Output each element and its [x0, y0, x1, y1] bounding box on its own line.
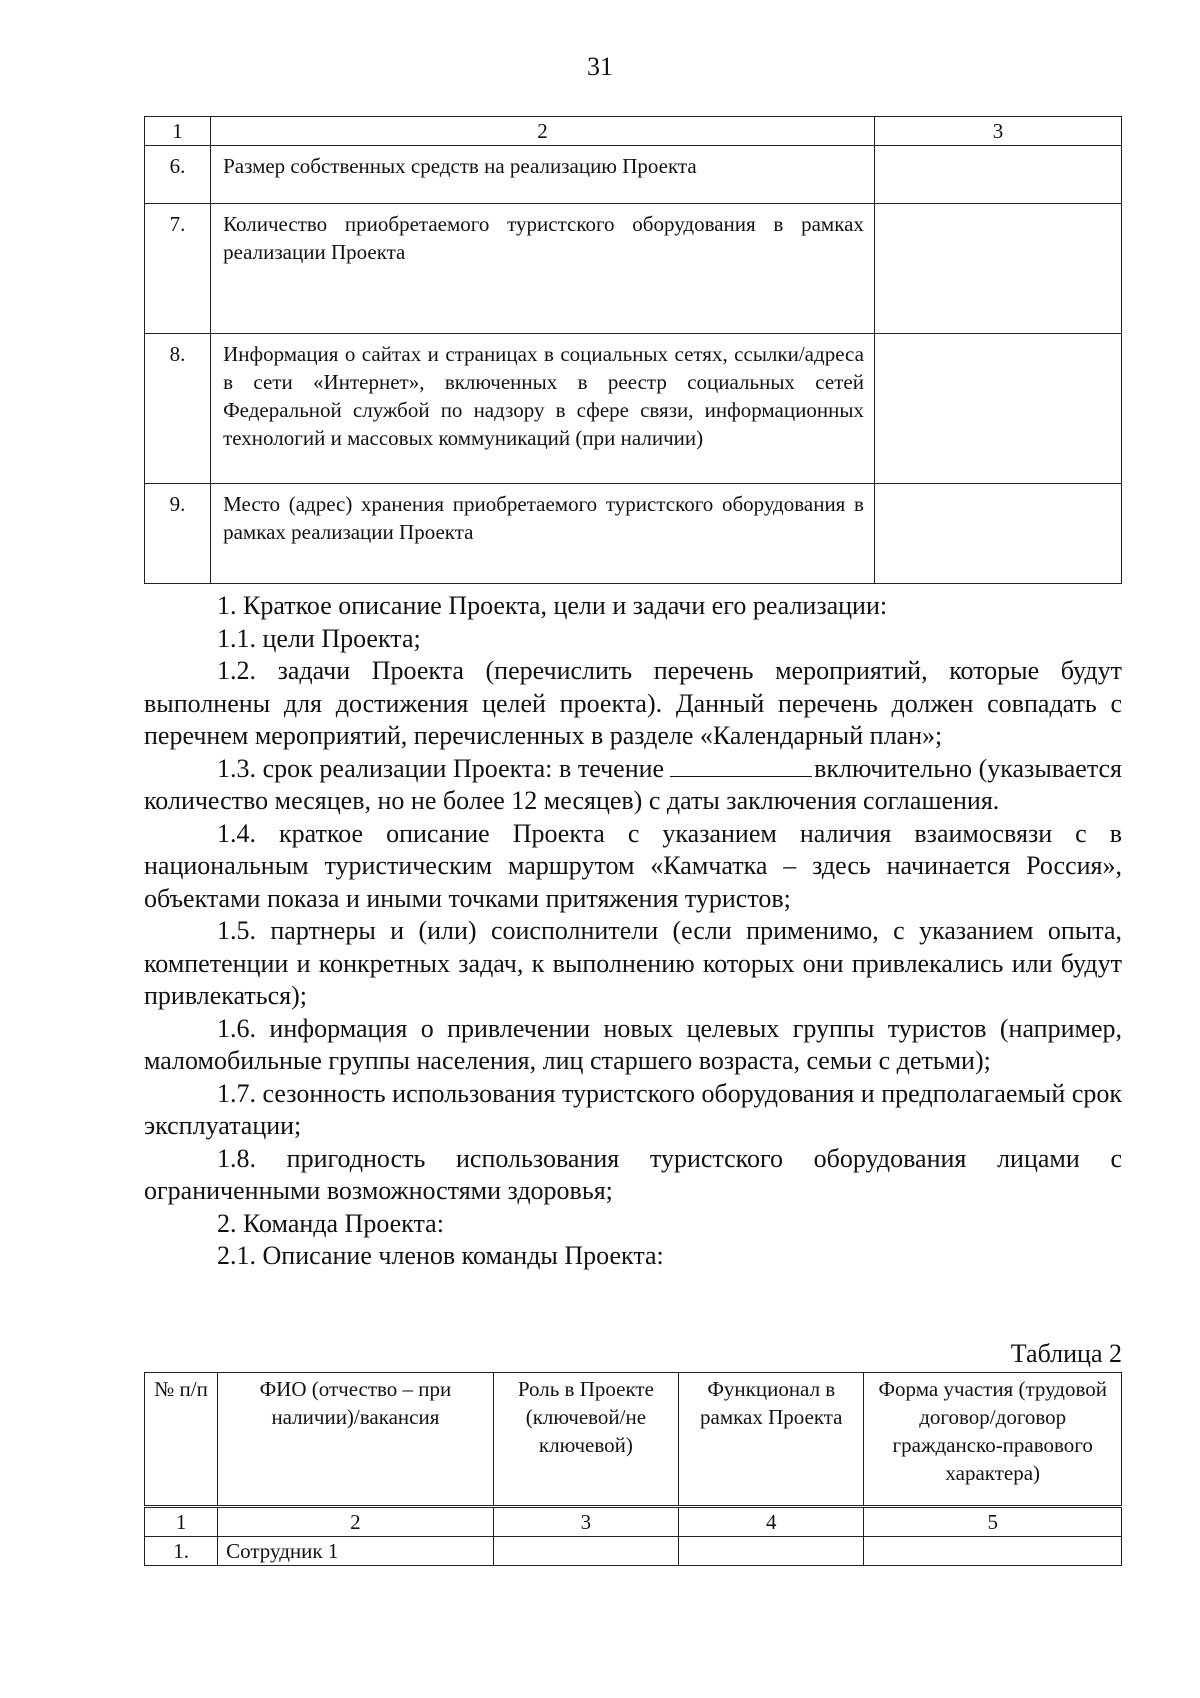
section-1-6: 1.6. информация о привлечении новых целевых группы туристов (например, маломобильные группы населения, лиц старшего возраста, семьи с детьми); [144, 1013, 1122, 1075]
section-1-3-start: 1.3. срок реализации Проекта: в течение [217, 753, 665, 783]
team-table-header [145, 1373, 1122, 1507]
table-2-caption: Таблица 2 [1010, 1339, 1122, 1368]
column-number-1: 1 [145, 1507, 218, 1537]
column-number-2: 2 [218, 1507, 494, 1537]
member-role-cell[interactable] [493, 1537, 678, 1566]
team-table-column-numbers [145, 1507, 1122, 1537]
section-1-8: 1.8. пригодность использования туристского оборудования лицами с ограниченными возможностями здоровья; [144, 1143, 1122, 1205]
row-number: 7. [145, 204, 211, 334]
row-value-cell[interactable] [874, 334, 1121, 484]
section-1-3-end: включительно (указывается количество месяцев, но не более 12 месяцев) с даты заключения соглашения. [144, 753, 1122, 815]
header-participation-form: Форма участия (трудовой договор/договор гражданско-правового характера) [864, 1373, 1122, 1507]
member-name-cell[interactable]: Сотрудник 1 [218, 1537, 494, 1566]
section-2-heading: 2. Команда Проекта: [217, 1208, 444, 1238]
column-number-3: 3 [493, 1507, 678, 1537]
row-description: Количество приобретаемого туристского оборудования в рамках реализации Проекта [211, 204, 875, 334]
table-row [145, 484, 1122, 584]
section-1-heading: 1. Краткое описание Проекта, цели и задачи его реализации: [217, 591, 888, 620]
section-2-1: 2.1. Описание членов команды Проекта: [217, 1241, 664, 1270]
column-number-1: 1 [145, 117, 211, 146]
table-row [145, 146, 1122, 204]
header-number: № п/п [145, 1373, 218, 1507]
member-form-cell[interactable] [864, 1537, 1122, 1566]
table-row [145, 204, 1122, 334]
section-1-7: 1.7. сезонность использования туристского оборудования и предполагаемый срок эксплуатации; [144, 1078, 1122, 1140]
column-number-2: 2 [211, 117, 875, 146]
table-header-row [145, 117, 1122, 146]
section-1-3 [144, 753, 1122, 818]
member-function-cell[interactable] [679, 1537, 864, 1566]
team-table [144, 1372, 1122, 1566]
section-1-2: 1.2. задачи Проекта (перечислить перечень мероприятий, которые будут выполнены для достижения целей проекта). Данный перечень должен совпадать с перечнем мероприятий, перечисленных в разделе «Календарный план»; [144, 656, 1122, 750]
column-number-3: 3 [874, 117, 1121, 146]
row-description: Информация о сайтах и страницах в социальных сетях, ссылки/адреса в сети «Интернет», включенных в реестр социальных сетей Федеральной службой по надзору в сфере связи, информационных технологий и массовых коммуникаций (при наличии) [211, 334, 875, 484]
project-info-table [144, 116, 1122, 584]
row-number: 8. [145, 334, 211, 484]
section-1-1: 1.1. цели Проекта; [217, 623, 421, 653]
row-value-cell[interactable] [874, 484, 1121, 584]
duration-blank-field[interactable] [670, 754, 812, 777]
project-description-text [144, 590, 1122, 1273]
row-number: 1. [145, 1537, 218, 1566]
header-full-name: ФИО (отчество – при наличии)/вакансия [218, 1373, 494, 1507]
section-1-4: 1.4. краткое описание Проекта с указанием наличия взаимосвязи с в национальным туристическим маршрутом «Камчатка – здесь начинается Россия», объектами показа и иными точками притяжения туристов; [144, 818, 1122, 913]
row-description: Размер собственных средств на реализацию Проекта [211, 146, 875, 204]
section-1-5: 1.5. партнеры и (или) соисполнители (если применимо, с указанием опыта, компетенции и конкретных задач, к выполнению которых они привлекались или будут привлекаться); [144, 916, 1122, 1010]
table-row [145, 334, 1122, 484]
row-value-cell[interactable] [874, 204, 1121, 334]
row-value-cell[interactable] [874, 146, 1121, 204]
page-number: 31 [587, 52, 613, 81]
header-function: Функционал в рамках Проекта [679, 1373, 864, 1507]
table-row [145, 1537, 1122, 1566]
row-description: Место (адрес) хранения приобретаемого туристского оборудования в рамках реализации Проекта [211, 484, 875, 584]
row-number: 9. [145, 484, 211, 584]
column-number-5: 5 [864, 1507, 1122, 1537]
row-number: 6. [145, 146, 211, 204]
header-role: Роль в Проекте (ключевой/не ключевой) [493, 1373, 678, 1507]
column-number-4: 4 [679, 1507, 864, 1537]
